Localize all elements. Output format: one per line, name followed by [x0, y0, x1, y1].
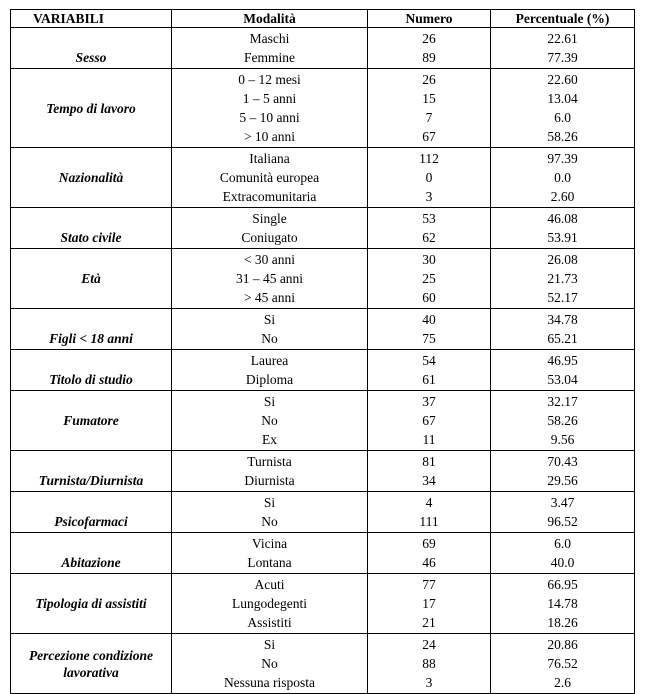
- modalita-value: Femmine: [244, 50, 295, 65]
- modalita-value: Si: [263, 394, 276, 409]
- numero-cell: [368, 350, 491, 391]
- modalita-value: Nessuna risposta: [223, 675, 316, 690]
- modalita-value: Vicina: [251, 536, 288, 551]
- group-row: [11, 391, 635, 451]
- percentuale-value: 9.56: [550, 432, 575, 447]
- numero-value: 89: [422, 50, 436, 65]
- percentuale-value: 6.0: [554, 536, 571, 551]
- modalita-value: Acuti: [254, 577, 285, 592]
- numero-value: 7: [425, 110, 433, 125]
- numero-cell: [368, 148, 491, 208]
- group-row: [11, 28, 635, 69]
- percentuale-cell: [491, 634, 635, 694]
- percentuale-value: 77.39: [547, 50, 578, 65]
- numero-value: 11: [422, 432, 436, 447]
- numero-value: 62: [422, 230, 436, 245]
- percentuale-cell: [491, 533, 635, 574]
- numero-value: 26: [422, 72, 436, 87]
- group-row: [11, 451, 635, 492]
- modalita-value: Laurea: [250, 353, 289, 368]
- group-row: [11, 634, 635, 694]
- modalita-value: No: [261, 413, 278, 428]
- modalita-value: Si: [263, 312, 276, 327]
- modalita-cell: [172, 350, 368, 391]
- percentuale-value: 58.26: [547, 413, 578, 428]
- group-row: [11, 350, 635, 391]
- percentuale-value: 29.56: [547, 473, 578, 488]
- numero-value: 111: [419, 514, 439, 529]
- percentuale-value: 32.17: [547, 394, 578, 409]
- percentuale-cell: [491, 28, 635, 69]
- numero-value: 17: [422, 596, 436, 611]
- numero-value: 24: [422, 637, 436, 652]
- header-variabili: VARIABILI: [11, 10, 172, 28]
- modalita-value: No: [261, 331, 278, 346]
- modalita-value: Turnista: [247, 454, 292, 469]
- numero-value: 37: [422, 394, 436, 409]
- variable-name: Percezione condizione lavorativa: [11, 634, 172, 694]
- modalita-cell: [172, 208, 368, 249]
- variable-name: Tipologia di assistiti: [11, 574, 172, 634]
- header-row: [11, 10, 635, 28]
- percentuale-value: 13.04: [547, 91, 578, 106]
- variable-name: Turnista/Diurnista: [11, 451, 172, 492]
- variables-table: [10, 9, 635, 694]
- modalita-value: Coniugato: [241, 230, 298, 245]
- variable-name: Titolo di studio: [11, 350, 172, 391]
- modalita-cell: [172, 492, 368, 533]
- modalita-cell: [172, 533, 368, 574]
- modalita-cell: [172, 451, 368, 492]
- percentuale-value: 6.0: [554, 110, 571, 125]
- percentuale-value: 65.21: [547, 331, 578, 346]
- table-body: [11, 28, 635, 694]
- numero-value: 53: [422, 211, 436, 226]
- percentuale-value: 34.78: [547, 312, 578, 327]
- percentuale-value: 26.08: [547, 252, 578, 267]
- percentuale-value: 96.52: [547, 514, 578, 529]
- numero-value: 4: [425, 495, 433, 510]
- percentuale-value: 53.91: [547, 230, 578, 245]
- modalita-value: Lontana: [247, 555, 292, 570]
- numero-value: 54: [422, 353, 436, 368]
- percentuale-cell: [491, 350, 635, 391]
- modalita-value: Si: [263, 495, 276, 510]
- percentuale-value: 14.78: [547, 596, 578, 611]
- numero-cell: [368, 492, 491, 533]
- percentuale-cell: [491, 391, 635, 451]
- numero-cell: [368, 391, 491, 451]
- percentuale-value: 46.95: [547, 353, 578, 368]
- modalita-value: No: [261, 656, 278, 671]
- percentuale-value: 0.0: [554, 170, 571, 185]
- percentuale-value: 52.17: [547, 290, 578, 305]
- modalita-value: > 45 anni: [243, 290, 296, 305]
- variable-name: Tempo di lavoro: [11, 69, 172, 148]
- percentuale-cell: [491, 249, 635, 309]
- percentuale-value: 66.95: [547, 577, 578, 592]
- numero-cell: [368, 533, 491, 574]
- group-row: [11, 249, 635, 309]
- numero-cell: [368, 634, 491, 694]
- group-row: [11, 69, 635, 148]
- numero-value: 21: [422, 615, 436, 630]
- modalita-cell: [172, 249, 368, 309]
- modalita-value: 31 – 45 anni: [235, 271, 304, 286]
- group-row: [11, 208, 635, 249]
- group-row: [11, 492, 635, 533]
- numero-value: 26: [422, 31, 436, 46]
- variable-name: Psicofarmaci: [11, 492, 172, 533]
- numero-cell: [368, 69, 491, 148]
- modalita-cell: [172, 634, 368, 694]
- percentuale-value: 22.60: [547, 72, 578, 87]
- modalita-value: < 30 anni: [243, 252, 296, 267]
- percentuale-value: 2.60: [550, 189, 575, 204]
- variable-name: Abitazione: [11, 533, 172, 574]
- numero-value: 77: [422, 577, 436, 592]
- percentuale-cell: [491, 492, 635, 533]
- numero-value: 46: [422, 555, 436, 570]
- modalita-value: 1 – 5 anni: [242, 91, 297, 106]
- modalita-value: No: [261, 514, 278, 529]
- numero-value: 75: [422, 331, 436, 346]
- modalita-cell: [172, 69, 368, 148]
- modalita-value: Extracomunitaria: [222, 189, 317, 204]
- numero-value: 30: [422, 252, 436, 267]
- header-modalita: Modalità: [172, 10, 368, 28]
- numero-cell: [368, 574, 491, 634]
- numero-value: 81: [422, 454, 436, 469]
- modalita-value: Ex: [262, 432, 277, 447]
- variable-name: Stato civile: [11, 208, 172, 249]
- percentuale-value: 70.43: [547, 454, 578, 469]
- numero-value: 40: [422, 312, 436, 327]
- percentuale-value: 58.26: [547, 129, 578, 144]
- numero-value: 15: [422, 91, 436, 106]
- percentuale-value: 40.0: [550, 555, 575, 570]
- numero-cell: [368, 249, 491, 309]
- numero-value: 61: [422, 372, 436, 387]
- numero-value: 88: [422, 656, 436, 671]
- numero-value: 67: [422, 413, 436, 428]
- percentuale-value: 97.39: [547, 151, 578, 166]
- modalita-cell: [172, 309, 368, 350]
- percentuale-value: 18.26: [547, 615, 578, 630]
- numero-value: 69: [422, 536, 436, 551]
- variable-name: Nazionalità: [11, 148, 172, 208]
- modalita-value: 0 – 12 mesi: [238, 72, 301, 87]
- variable-name: Sesso: [11, 28, 172, 69]
- numero-value: 3: [425, 189, 433, 204]
- percentuale-cell: [491, 451, 635, 492]
- modalita-value: 5 – 10 anni: [239, 110, 300, 125]
- percentuale-cell: [491, 208, 635, 249]
- modalita-value: Italiana: [249, 151, 290, 166]
- modalita-cell: [172, 574, 368, 634]
- percentuale-value: 46.08: [547, 211, 578, 226]
- numero-value: 112: [419, 151, 439, 166]
- numero-cell: [368, 28, 491, 69]
- modalita-value: > 10 anni: [243, 129, 296, 144]
- header-numero: Numero: [368, 10, 491, 28]
- variable-name: Figli < 18 anni: [11, 309, 172, 350]
- variable-name: Età: [11, 249, 172, 309]
- modalita-cell: [172, 28, 368, 69]
- percentuale-value: 76.52: [547, 656, 578, 671]
- modalita-value: Comunità europea: [219, 170, 320, 185]
- modalita-cell: [172, 148, 368, 208]
- percentuale-value: 53.04: [547, 372, 578, 387]
- modalita-value: Diurnista: [244, 473, 295, 488]
- variable-name: Fumatore: [11, 391, 172, 451]
- group-row: [11, 574, 635, 634]
- percentuale-value: 3.47: [550, 495, 575, 510]
- percentuale-value: 20.86: [547, 637, 578, 652]
- modalita-cell: [172, 391, 368, 451]
- modalita-value: Maschi: [249, 31, 290, 46]
- numero-value: 60: [422, 290, 436, 305]
- group-row: [11, 533, 635, 574]
- percentuale-cell: [491, 148, 635, 208]
- group-row: [11, 148, 635, 208]
- header-percentuale: Percentuale (%): [491, 10, 635, 28]
- numero-cell: [368, 309, 491, 350]
- percentuale-cell: [491, 574, 635, 634]
- numero-value: 3: [425, 675, 433, 690]
- numero-value: 67: [422, 129, 436, 144]
- modalita-value: Si: [263, 637, 276, 652]
- numero-cell: [368, 451, 491, 492]
- modalita-value: Assistiti: [247, 615, 292, 630]
- modalita-value: Single: [252, 211, 287, 226]
- modalita-value: Diploma: [245, 372, 294, 387]
- percentuale-value: 22.61: [547, 31, 578, 46]
- percentuale-value: 2.6: [554, 675, 571, 690]
- numero-cell: [368, 208, 491, 249]
- percentuale-value: 21.73: [547, 271, 578, 286]
- numero-value: 25: [422, 271, 436, 286]
- numero-value: 0: [425, 170, 433, 185]
- percentuale-cell: [491, 69, 635, 148]
- percentuale-cell: [491, 309, 635, 350]
- modalita-value: Lungodegenti: [232, 596, 307, 611]
- group-row: [11, 309, 635, 350]
- numero-value: 34: [422, 473, 436, 488]
